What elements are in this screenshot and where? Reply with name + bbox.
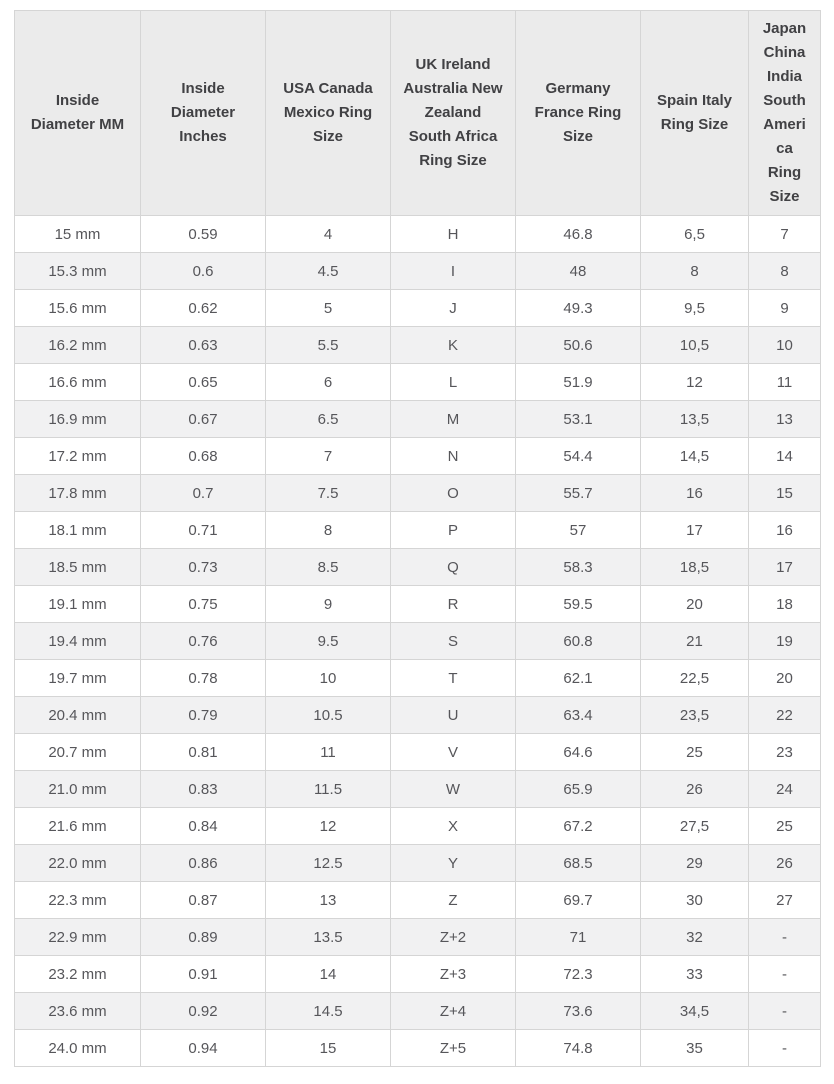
table-row — [15, 808, 821, 845]
table-cell: - — [749, 919, 821, 956]
table-cell: 10,5 — [641, 327, 749, 364]
table-cell: 20.7 mm — [15, 734, 141, 771]
table-cell: 21.6 mm — [15, 808, 141, 845]
table-cell: 15.6 mm — [15, 290, 141, 327]
table-cell: 19.1 mm — [15, 586, 141, 623]
table-cell: 0.75 — [141, 586, 266, 623]
table-cell: 8 — [266, 512, 391, 549]
table-cell: 73.6 — [516, 993, 641, 1030]
header-row — [15, 11, 821, 216]
table-cell: 18.5 mm — [15, 549, 141, 586]
table-cell: 15 — [266, 1030, 391, 1067]
table-cell: 14 — [266, 956, 391, 993]
table-cell: Z+5 — [391, 1030, 516, 1067]
table-cell: I — [391, 253, 516, 290]
column-header: USA Canada Mexico Ring Size — [266, 11, 391, 216]
table-cell: T — [391, 660, 516, 697]
table-cell: L — [391, 364, 516, 401]
table-cell: 13.5 — [266, 919, 391, 956]
table-cell: H — [391, 216, 516, 253]
table-cell: Z+3 — [391, 956, 516, 993]
table-row — [15, 882, 821, 919]
table-cell: W — [391, 771, 516, 808]
table-cell: 7 — [749, 216, 821, 253]
table-cell: 13,5 — [641, 401, 749, 438]
table-cell: 26 — [749, 845, 821, 882]
table-cell: 20 — [749, 660, 821, 697]
table-cell: 9.5 — [266, 623, 391, 660]
table-row — [15, 734, 821, 771]
table-cell: 16.6 mm — [15, 364, 141, 401]
table-cell: 51.9 — [516, 364, 641, 401]
table-cell: 0.67 — [141, 401, 266, 438]
table-cell: 24.0 mm — [15, 1030, 141, 1067]
table-cell: 0.86 — [141, 845, 266, 882]
table-cell: X — [391, 808, 516, 845]
table-cell: 0.92 — [141, 993, 266, 1030]
table-row — [15, 845, 821, 882]
table-cell: 25 — [641, 734, 749, 771]
table-cell: Y — [391, 845, 516, 882]
table-cell: Z — [391, 882, 516, 919]
table-cell: O — [391, 475, 516, 512]
table-cell: 13 — [266, 882, 391, 919]
table-cell: 27,5 — [641, 808, 749, 845]
table-cell: R — [391, 586, 516, 623]
table-cell: 67.2 — [516, 808, 641, 845]
table-cell: 12.5 — [266, 845, 391, 882]
table-cell: 4.5 — [266, 253, 391, 290]
table-cell: 8.5 — [266, 549, 391, 586]
table-cell: 58.3 — [516, 549, 641, 586]
table-cell: 21 — [641, 623, 749, 660]
table-cell: 55.7 — [516, 475, 641, 512]
table-cell: 25 — [749, 808, 821, 845]
table-cell: 34,5 — [641, 993, 749, 1030]
table-cell: 22,5 — [641, 660, 749, 697]
table-cell: 0.59 — [141, 216, 266, 253]
table-cell: 48 — [516, 253, 641, 290]
table-cell: 71 — [516, 919, 641, 956]
table-cell: 14.5 — [266, 993, 391, 1030]
table-cell: 11 — [266, 734, 391, 771]
table-cell: 22.3 mm — [15, 882, 141, 919]
table-row — [15, 253, 821, 290]
table-row — [15, 919, 821, 956]
table-cell: 0.65 — [141, 364, 266, 401]
table-row — [15, 993, 821, 1030]
table-cell: 35 — [641, 1030, 749, 1067]
table-cell: 53.1 — [516, 401, 641, 438]
table-cell: 19.4 mm — [15, 623, 141, 660]
table-cell: 23.6 mm — [15, 993, 141, 1030]
table-row — [15, 216, 821, 253]
table-cell: 33 — [641, 956, 749, 993]
table-cell: 15.3 mm — [15, 253, 141, 290]
table-cell: Z+2 — [391, 919, 516, 956]
table-cell: 64.6 — [516, 734, 641, 771]
table-cell: 9 — [266, 586, 391, 623]
table-cell: 6 — [266, 364, 391, 401]
table-cell: 68.5 — [516, 845, 641, 882]
table-cell: - — [749, 956, 821, 993]
table-row — [15, 956, 821, 993]
table-cell: J — [391, 290, 516, 327]
table-cell: 11.5 — [266, 771, 391, 808]
table-cell: 22.9 mm — [15, 919, 141, 956]
table-cell: 62.1 — [516, 660, 641, 697]
table-cell: 0.73 — [141, 549, 266, 586]
table-cell: 6.5 — [266, 401, 391, 438]
table-cell: 15 — [749, 475, 821, 512]
table-row — [15, 549, 821, 586]
table-cell: V — [391, 734, 516, 771]
table-cell: 65.9 — [516, 771, 641, 808]
table-cell: 0.71 — [141, 512, 266, 549]
table-cell: 0.6 — [141, 253, 266, 290]
table-row — [15, 771, 821, 808]
table-cell: 0.89 — [141, 919, 266, 956]
table-cell: 0.79 — [141, 697, 266, 734]
table-row — [15, 586, 821, 623]
table-cell: M — [391, 401, 516, 438]
table-cell: 0.83 — [141, 771, 266, 808]
table-cell: 23 — [749, 734, 821, 771]
table-row — [15, 290, 821, 327]
table-cell: 0.63 — [141, 327, 266, 364]
table-cell: 69.7 — [516, 882, 641, 919]
column-header: Inside Diameter MM — [15, 11, 141, 216]
table-cell: 50.6 — [516, 327, 641, 364]
table-row — [15, 1030, 821, 1067]
table-row — [15, 697, 821, 734]
table-cell: 5.5 — [266, 327, 391, 364]
table-cell: 14,5 — [641, 438, 749, 475]
column-header: Inside Diameter Inches — [141, 11, 266, 216]
table-cell: 12 — [641, 364, 749, 401]
table-cell: 17.2 mm — [15, 438, 141, 475]
table-cell: 5 — [266, 290, 391, 327]
table-cell: 21.0 mm — [15, 771, 141, 808]
table-cell: - — [749, 993, 821, 1030]
table-cell: 49.3 — [516, 290, 641, 327]
table-row — [15, 623, 821, 660]
table-cell: 13 — [749, 401, 821, 438]
table-cell: 16 — [641, 475, 749, 512]
table-cell: 16.2 mm — [15, 327, 141, 364]
table-cell: 18 — [749, 586, 821, 623]
table-cell: 20.4 mm — [15, 697, 141, 734]
table-cell: 20 — [641, 586, 749, 623]
table-cell: 0.76 — [141, 623, 266, 660]
table-cell: 0.87 — [141, 882, 266, 919]
table-cell: 7.5 — [266, 475, 391, 512]
table-row — [15, 364, 821, 401]
table-row — [15, 660, 821, 697]
table-cell: P — [391, 512, 516, 549]
table-cell: 0.94 — [141, 1030, 266, 1067]
table-cell: 19.7 mm — [15, 660, 141, 697]
table-cell: 60.8 — [516, 623, 641, 660]
table-row — [15, 327, 821, 364]
table-cell: 0.62 — [141, 290, 266, 327]
table-row — [15, 438, 821, 475]
table-cell: 22.0 mm — [15, 845, 141, 882]
table-cell: 23.2 mm — [15, 956, 141, 993]
table-cell: 12 — [266, 808, 391, 845]
table-cell: 17 — [749, 549, 821, 586]
table-cell: 59.5 — [516, 586, 641, 623]
table-cell: 19 — [749, 623, 821, 660]
column-header: Japan China India South America Ring Size — [749, 11, 821, 216]
table-cell: 27 — [749, 882, 821, 919]
table-cell: - — [749, 1030, 821, 1067]
table-cell: 30 — [641, 882, 749, 919]
table-cell: 18,5 — [641, 549, 749, 586]
table-cell: 24 — [749, 771, 821, 808]
table-cell: 10 — [749, 327, 821, 364]
column-header: UK Ireland Australia New Zealand South Africa Ring Size — [391, 11, 516, 216]
table-cell: 74.8 — [516, 1030, 641, 1067]
table-row — [15, 401, 821, 438]
table-cell: 72.3 — [516, 956, 641, 993]
table-cell: 7 — [266, 438, 391, 475]
table-cell: 0.84 — [141, 808, 266, 845]
table-cell: 9 — [749, 290, 821, 327]
table-cell: 11 — [749, 364, 821, 401]
column-header: Spain Italy Ring Size — [641, 11, 749, 216]
table-cell: 9,5 — [641, 290, 749, 327]
table-cell: 17.8 mm — [15, 475, 141, 512]
table-cell: 0.78 — [141, 660, 266, 697]
table-cell: 16 — [749, 512, 821, 549]
table-cell: Q — [391, 549, 516, 586]
column-header: Germany France Ring Size — [516, 11, 641, 216]
table-cell: 54.4 — [516, 438, 641, 475]
table-cell: 32 — [641, 919, 749, 956]
table-cell: K — [391, 327, 516, 364]
table-cell: 10.5 — [266, 697, 391, 734]
ring-size-conversion-table — [14, 10, 821, 1067]
table-cell: 4 — [266, 216, 391, 253]
table-cell: Z+4 — [391, 993, 516, 1030]
table-cell: 63.4 — [516, 697, 641, 734]
table-cell: N — [391, 438, 516, 475]
table-cell: 26 — [641, 771, 749, 808]
table-cell: 16.9 mm — [15, 401, 141, 438]
table-cell: U — [391, 697, 516, 734]
table-cell: S — [391, 623, 516, 660]
table-body — [15, 216, 821, 1067]
table-cell: 0.7 — [141, 475, 266, 512]
table-cell: 18.1 mm — [15, 512, 141, 549]
table-cell: 8 — [749, 253, 821, 290]
table-cell: 17 — [641, 512, 749, 549]
table-row — [15, 512, 821, 549]
table-cell: 0.68 — [141, 438, 266, 475]
table-cell: 29 — [641, 845, 749, 882]
table-row — [15, 475, 821, 512]
table-cell: 8 — [641, 253, 749, 290]
table-cell: 15 mm — [15, 216, 141, 253]
table-cell: 57 — [516, 512, 641, 549]
table-cell: 6,5 — [641, 216, 749, 253]
table-cell: 22 — [749, 697, 821, 734]
table-cell: 23,5 — [641, 697, 749, 734]
table-cell: 10 — [266, 660, 391, 697]
table-cell: 46.8 — [516, 216, 641, 253]
table-cell: 0.91 — [141, 956, 266, 993]
table-header — [15, 11, 821, 216]
table-cell: 14 — [749, 438, 821, 475]
table-cell: 0.81 — [141, 734, 266, 771]
